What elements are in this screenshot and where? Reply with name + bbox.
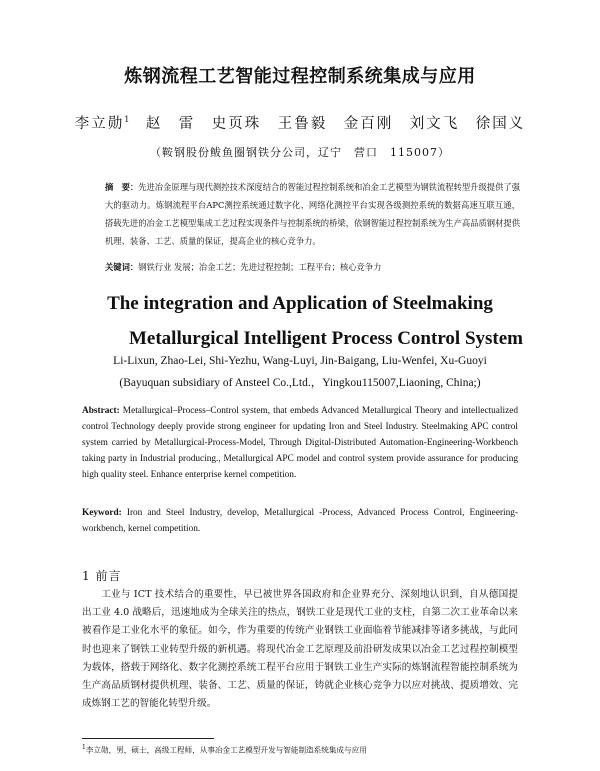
chinese-authors [0, 112, 600, 133]
chinese-keywords [105, 260, 520, 274]
chinese-keywords-label: 关键词： [105, 262, 139, 272]
chinese-title: 炼钢流程工艺智能过程控制系统集成与应用 [124, 66, 476, 87]
chinese-keywords-text: 钢铁行业 发展；冶金工艺；先进过程控制；工程平台；核心竞争力 [138, 262, 382, 272]
footnote-mark: 1 [82, 744, 86, 751]
chinese-abstract-text: 先进冶金原理与现代测控技术深度结合的智能过程控制系统和冶金工艺模型为钢铁流程转型升级提供了强大的驱动力。炼钢流程平台APC测控系统通过数字化、网络化测控平台实现各级测控系统的数据高速互联互通，搭载先进的冶金工艺模型集成工艺过程实现条件与控制系统的桥梁，依钢智能过程控制系统为生产高品质钢材提供机理、装备、工艺、质量的保证，提高企业的核心竞争力。 [105, 182, 520, 246]
chinese-abstract [105, 178, 520, 250]
author-footnote [82, 742, 522, 756]
english-keywords-text: Iron and Steel Industry, develop, Metallurgical -Process, Advanced Process Control, Engineering-workbench, kernel competition. [82, 508, 519, 534]
other-authors-cn: 赵 雷 史页珠 王鲁毅 金百刚 刘文飞 徐国义 [145, 116, 526, 132]
english-affiliation: (Bayuquan subsidiary of Ansteel Co.,Ltd.，Yingkou115007,Liaoning, China;) [119, 377, 481, 389]
first-author-footnote-mark: 1 [124, 115, 130, 125]
footnote-rule [82, 738, 214, 739]
english-keywords-label: Keyword: [82, 508, 122, 518]
footnote-text: 李立勋，男，硕士，高级工程师，从事冶金工艺模型开发与智能制造系统集成与应用 [85, 745, 367, 755]
english-title-line-2: Metallurgical Intelligent Process Control System [128, 328, 523, 349]
english-abstract-label: Abstract: [82, 406, 120, 416]
english-title-line-1: The integration and Application of Steelmaking [107, 293, 493, 314]
first-author-cn: 李立勋 [74, 116, 125, 132]
introduction-body [82, 586, 518, 713]
english-abstract [82, 403, 518, 483]
section-heading-introduction: 1 前言 [82, 569, 122, 583]
chinese-abstract-label: 摘 要： [105, 182, 139, 192]
english-abstract-text: Metallurgical–Process–Control system, that embeds Advanced Metallurgical Theory and intellectualized control Technology deeply provide strong engineer for updating Iron and Steel Industry. Steelmaking APC control system carried by Metallurgical-Process-Model, Through Digital-Distributed Automation-Engineering-Workbench taking party in Industrial producing., Metallurgical APC model and control system provide assurance for producing high quality steel. Enhance enterprise kernel competition. [82, 406, 518, 480]
english-keywords [82, 505, 518, 537]
introduction-paragraph: 工业与 ICT 技术结合的重要性，早已被世界各国政府和企业界充分、深刻地认识到，自从德国提出工业 4.0 战略后，迅速地成为全球关注的热点，钢铁工业是现代工业的支柱，自第二次工业革命以来被看作是工业化水平的象征。如今，作为重要的传统产业钢铁工业面临着节能减排等诸多挑战，与此同时也迎来了钢铁工业转型升级的新机遇。将现代冶金工艺原理及前沿研发成果以冶金工艺过程控制模型为载体，搭载于网络化、数字化测控系统工程平台应用于钢铁工业生产实际的炼钢流程智能控制系统为生产高品质钢材提供机理、装备、工艺、质量的保证，铸就企业核心竞争力以应对挑战、提质增效、完成炼钢工艺的智能化转型升级。 [82, 589, 518, 710]
english-authors: Li-Lixun, Zhao-Lei, Shi-Yezhu, Wang-Luyi, Jin-Baigang, Liu-Wenfei, Xu-Guoyi [113, 355, 487, 367]
chinese-affiliation: （鞍钢股份鲅鱼圈钢铁分公司，辽宁 营口 115007） [150, 146, 450, 159]
